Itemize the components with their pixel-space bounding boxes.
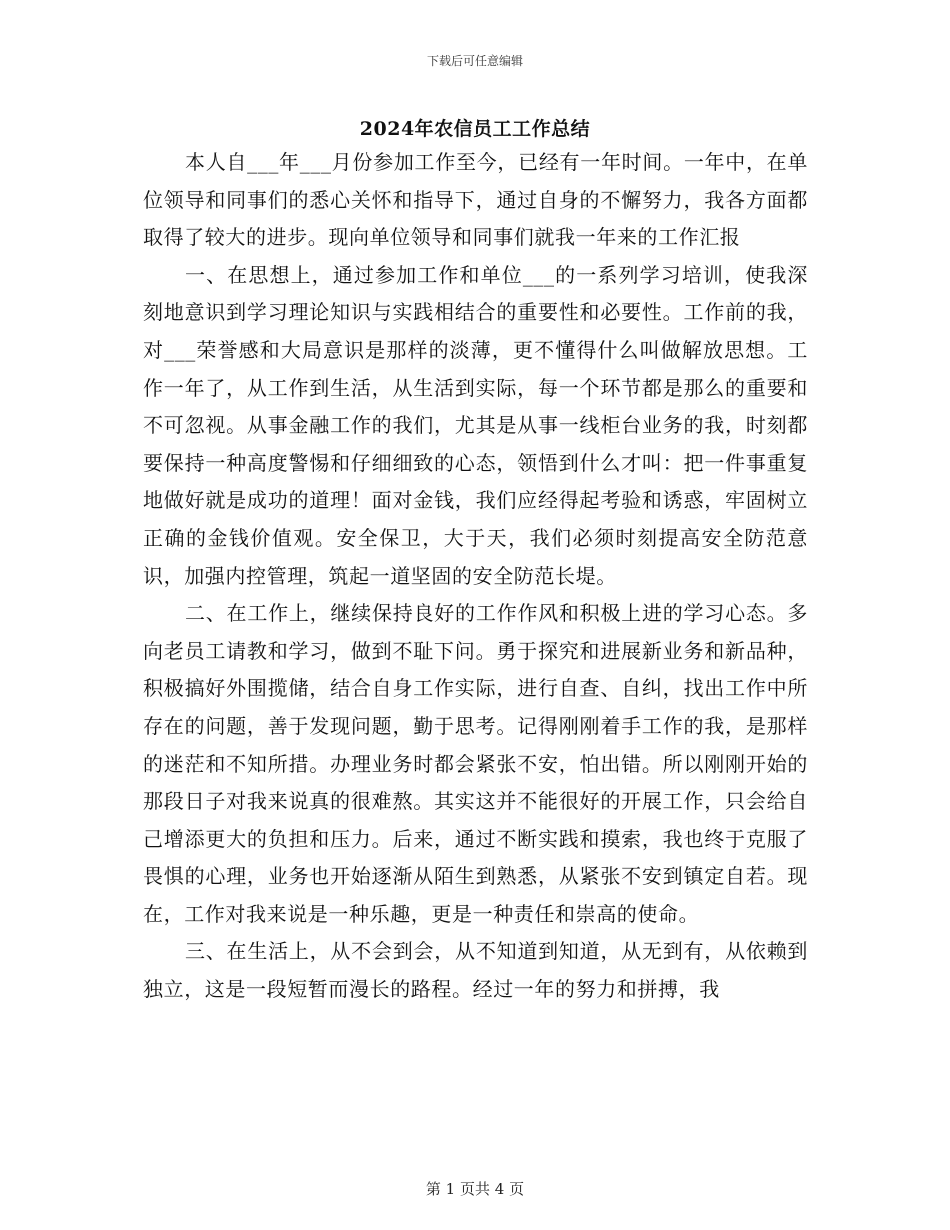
page-footer: 第 1 页共 4 页 [425,1180,525,1198]
paragraph-life: 三、在生活上，从不会到会，从不知道到知道，从无到有，从依赖到独立，这是一段短暂而漫长的路程。经过一年的努力和拼搏，我 [143,939,808,1002]
page-header: 下载后可任意编辑 [426,54,523,68]
document-title: 2024年农信员工工作总结 [359,118,591,140]
paragraph-thought: 一、在思想上，通过参加工作和单位___的一系列学习培训，使我深刻地意识到学习理论知识与实践相结合的重要性和必要性。工作前的我，对___荣誉感和大局意识是那样的淡薄，更不懂得什么叫做解放思想。工作一年了，从工作到生活，从生活到实际，每一个环节都是那么的重要和不可忽视。从事金融工作的我们，尤其是从事一线柜台业务的我，时刻都要保持一种高度警惕和仔细细致的心态，领悟到什么才叫：把一件事重复地做好就是成功的道理！面对金钱，我们应经得起考验和诱惑，牢固树立正确的金钱价值观。安全保卫，大于天，我们必须时刻提高安全防范意识，加强内控管理，筑起一道坚固的安全防范长堤。 [143,262,808,588]
paragraph-work: 二、在工作上，继续保持良好的工作作风和积极上进的学习心态。多向老员工请教和学习，做到不耻下问。勇于探究和进展新业务和新品种，积极搞好外围揽储，结合自身工作实际，进行自查、自纠，找出工作中所存在的问题，善于发现问题，勤于思考。记得刚刚着手工作的我，是那样的迷茫和不知所措。办理业务时都会紧张不安，怕出错。所以刚刚开始的那段日子对我来说真的很难熬。其实这并不能很好的开展工作，只会给自己增添更大的负担和压力。后来，通过不断实践和摸索，我也终于克服了畏惧的心理，业务也开始逐渐从陌生到熟悉，从紧张不安到镇定自若。现在，工作对我来说是一种乐趣，更是一种责任和崇高的使命。 [143,601,808,926]
document-body [143,144,808,1009]
paragraph-intro: 本人自___年___月份参加工作至今，已经有一年时间。一年中，在单位领导和同事们的悉心关怀和指导下，通过自身的不懈努力，我各方面都取得了较大的进步。现向单位领导和同事们就我一年来的工作汇报 [143,150,808,250]
